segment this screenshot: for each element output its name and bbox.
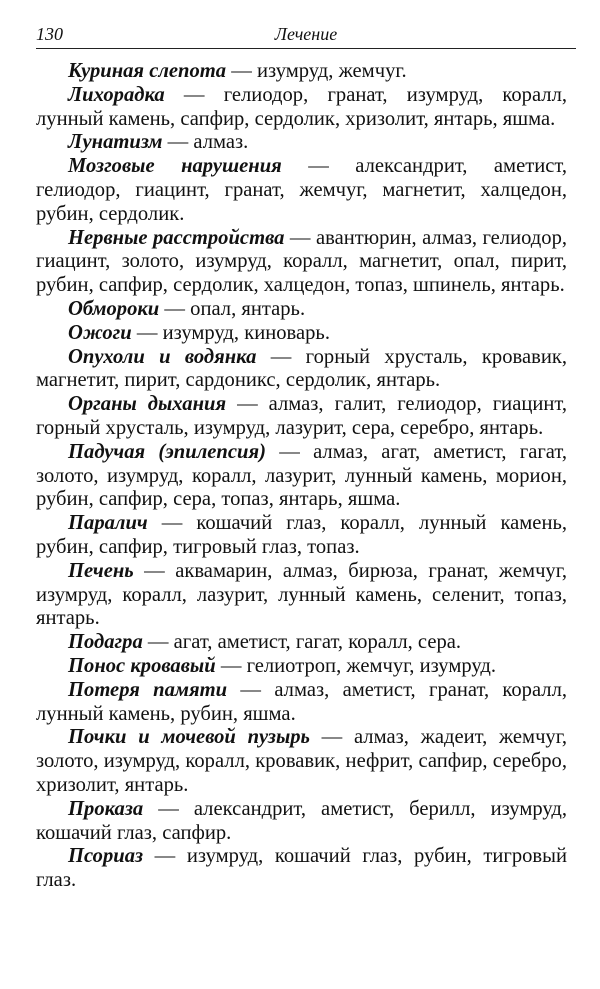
entry-text: алмаз, жадеит, жемчуг, золото, изумруд, коралл, кровавик, нефрит, сапфир, серебро, хризолит, янтарь. (36, 726, 567, 796)
entry-text: изумруд, жемчуг. (257, 60, 407, 82)
entry-term: Падучая (эпилепсия) (68, 440, 266, 463)
entry-text: александрит, аметист, берилл, изумруд, кошачий глаз, сапфир. (36, 797, 568, 844)
entry-text: авантюрин, алмаз, гелиодор, гиацинт, золото, изумруд, коралл, магнетит, опал, пирит, рубин, сапфир, сердолик, халцедон, топаз, шпинель, янтарь. (36, 226, 568, 297)
entry-text: агат, аметист, гагат, коралл, сера. (173, 631, 462, 654)
entry (36, 298, 567, 322)
page-header (36, 22, 576, 50)
entry-term: Опухоли и водянка (68, 345, 257, 368)
entry-text: опал, янтарь. (190, 297, 306, 320)
entry-term: Понос кровавый (68, 654, 216, 677)
header-rule (36, 48, 576, 49)
entry (36, 227, 567, 298)
entry-text: александрит, аметист, гелиодор, гиацинт, гранат, жемчуг, магнетит, халцедон, рубин, сердолик. (36, 155, 567, 225)
entry-dash: — (131, 321, 163, 344)
entry-term: Подагра (68, 631, 143, 654)
entry-term: Почки и мочевой пузырь (68, 726, 310, 749)
entry (36, 726, 567, 797)
entry-term: Печень (68, 559, 134, 582)
entry (36, 322, 567, 346)
entry-text: изумруд, киноварь. (162, 321, 330, 344)
entry (36, 512, 567, 560)
entry-text: алмаз, агат, аметист, гагат, золото, изумруд, коралл, лазурит, лунный камень, морион, рубин, сапфир, сера, топаз, янтарь, яшма. (36, 440, 567, 511)
entry-term: Проказа (68, 797, 144, 820)
entry-dash: — (147, 512, 197, 535)
running-title: Лечение (274, 24, 338, 44)
entry-dash: — (162, 131, 194, 154)
entry-dash: — (226, 60, 257, 82)
entry-dash: — (164, 83, 224, 106)
entry-dash: — (143, 845, 187, 868)
entry-dash: — (309, 726, 354, 749)
entry-term: Паралич (68, 512, 148, 535)
entry-term: Обмороки (68, 297, 160, 320)
entry (36, 631, 567, 655)
entry-text: аквамарин, алмаз, бирюза, гранат, жемчуг, изумруд, коралл, лазурит, лунный камень, селенит, топаз, янтарь. (36, 559, 567, 630)
entry-text: алмаз. (193, 131, 249, 154)
entry (36, 655, 567, 679)
page-number: 130 (36, 24, 63, 44)
entry-term: Мозговые нарушения (68, 155, 282, 178)
entry-dash: — (265, 440, 314, 463)
entry-text: гелиодор, гранат, изумруд, коралл, лунный камень, сапфир, сердолик, хризолит, янтарь, яшма. (36, 83, 567, 130)
entry-term: Нервные расстройства (68, 226, 285, 249)
entry (36, 155, 567, 226)
entry-dash: — (142, 631, 174, 654)
entry-dash: — (133, 559, 176, 582)
entry-term: Органы дыхания (68, 393, 227, 416)
entry (36, 131, 567, 155)
entry-term: Ожоги (68, 321, 132, 344)
entry-dash: — (226, 393, 269, 416)
entry-term: Потеря памяти (68, 678, 228, 701)
entry-dash: — (256, 345, 306, 368)
entry (36, 560, 567, 631)
entry-dash: — (215, 654, 247, 677)
entry (36, 84, 567, 132)
entry-text: алмаз, галит, гелиодор, гиацинт, горный хрусталь, изумруд, лазурит, сера, серебро, янтарь. (36, 393, 568, 439)
entry (36, 845, 567, 893)
entry-dash: — (227, 678, 275, 701)
entry-list (36, 60, 567, 893)
entry-dash: — (284, 226, 316, 249)
entry-dash: — (281, 155, 356, 178)
entry-term: Куриная слепота (68, 60, 227, 82)
entry-text: горный хрусталь, кровавик, магнетит, пирит, сардоникс, сердолик, янтарь. (36, 345, 568, 392)
entry-dash: — (143, 797, 194, 820)
entry (36, 679, 567, 727)
entry (36, 60, 567, 84)
entry (36, 441, 567, 512)
entry-term: Лунатизм (68, 131, 163, 154)
entry-term: Лихорадка (68, 83, 165, 106)
entry-text: алмаз, аметист, гранат, коралл, лунный камень, рубин, яшма. (36, 678, 568, 725)
entry (36, 346, 567, 394)
entry (36, 393, 567, 441)
entry-term: Псориаз (68, 845, 144, 868)
entry-dash: — (159, 297, 191, 320)
entry (36, 798, 567, 846)
entry-text: гелиотроп, жемчуг, изумруд. (246, 654, 496, 677)
entry-text: изумруд, кошачий глаз, рубин, тигровый глаз. (36, 845, 567, 892)
entry-text: кошачий глаз, коралл, лунный камень, рубин, сапфир, тигровый глаз, топаз. (36, 512, 568, 558)
